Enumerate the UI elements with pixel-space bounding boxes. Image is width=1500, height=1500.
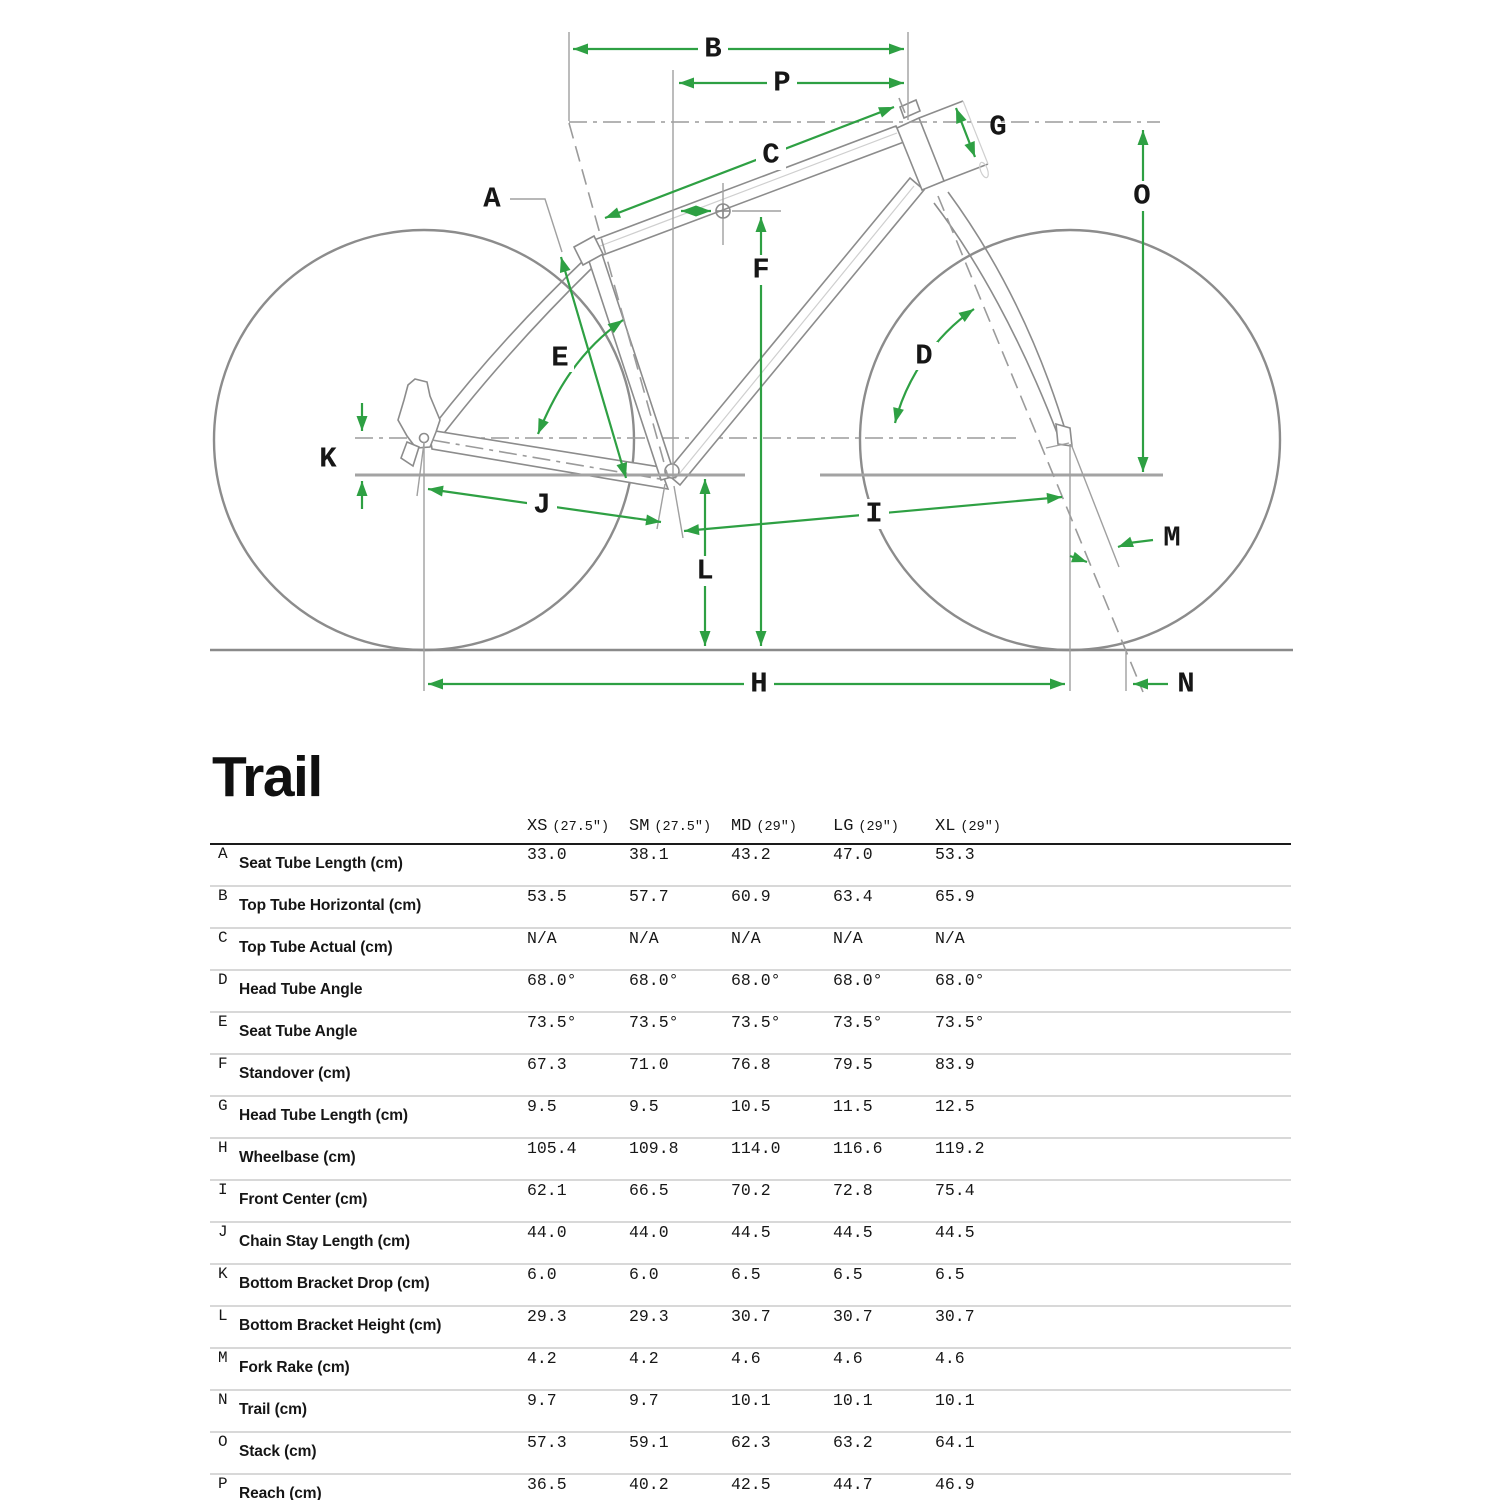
row-letter: E <box>218 1013 228 1031</box>
row-letter: A <box>218 845 228 863</box>
row-value: 116.6 <box>833 1139 883 1158</box>
label-a-leader <box>510 199 562 252</box>
row-label: Front Center (cm) <box>239 1191 368 1208</box>
table-row <box>210 1389 1291 1431</box>
row-letter: L <box>218 1307 228 1325</box>
row-value: 62.3 <box>731 1433 771 1452</box>
row-value: 9.7 <box>629 1391 659 1410</box>
row-value: 12.5 <box>935 1097 975 1116</box>
dim-label-i: I <box>865 497 883 531</box>
row-value: 65.9 <box>935 887 975 906</box>
row-label: Head Tube Angle <box>239 981 363 998</box>
table-row <box>210 1053 1291 1095</box>
dim-label-j: J <box>533 488 551 522</box>
row-value: N/A <box>629 929 659 948</box>
dim-label-m: M <box>1163 521 1181 555</box>
row-value: 10.1 <box>833 1391 873 1410</box>
dim-label-p: P <box>773 66 791 100</box>
row-value: 68.0° <box>731 971 781 990</box>
row-letter: O <box>218 1433 228 1451</box>
row-value: 66.5 <box>629 1181 669 1200</box>
row-label: Reach (cm) <box>239 1485 322 1500</box>
row-value: 44.0 <box>629 1223 669 1242</box>
row-label: Top Tube Actual (cm) <box>239 939 393 956</box>
row-value: 4.2 <box>629 1349 659 1368</box>
dim-label-k: K <box>319 442 337 476</box>
row-value: 33.0 <box>527 845 567 864</box>
row-value: 44.5 <box>935 1223 975 1242</box>
row-value: 57.7 <box>629 887 669 906</box>
row-value: 68.0° <box>527 971 577 990</box>
dim-label-b: B <box>704 32 722 66</box>
dim-label-c: C <box>762 138 780 172</box>
row-label: Top Tube Horizontal (cm) <box>239 897 422 914</box>
dim-label-f: F <box>752 253 770 287</box>
dim-label-d: D <box>915 339 933 373</box>
row-value: 71.0 <box>629 1055 669 1074</box>
row-letter: K <box>218 1265 228 1283</box>
table-row <box>210 1263 1291 1305</box>
table-row <box>210 927 1291 969</box>
row-value: 73.5° <box>527 1013 577 1032</box>
row-value: 11.5 <box>833 1097 873 1116</box>
column-header-xs: XS (27.5") <box>527 817 610 836</box>
table-row <box>210 1431 1291 1473</box>
dim-label-o: O <box>1133 179 1151 213</box>
table-row <box>210 843 1291 885</box>
row-value: 38.1 <box>629 845 669 864</box>
table-row <box>210 1221 1291 1263</box>
row-label: Chain Stay Length (cm) <box>239 1233 410 1250</box>
row-letter: M <box>218 1349 228 1367</box>
column-header-md: MD (29") <box>731 817 797 836</box>
row-value: 119.2 <box>935 1139 985 1158</box>
row-value: 6.5 <box>833 1265 863 1284</box>
row-value: 64.1 <box>935 1433 975 1452</box>
dim-label-e: E <box>551 341 569 375</box>
row-value: 68.0° <box>629 971 679 990</box>
table-header <box>210 808 1291 843</box>
row-value: 57.3 <box>527 1433 567 1452</box>
row-value: 6.0 <box>629 1265 659 1284</box>
row-value: 44.5 <box>731 1223 771 1242</box>
row-value: 29.3 <box>527 1307 567 1326</box>
row-value: 73.5° <box>833 1013 883 1032</box>
row-label: Stack (cm) <box>239 1443 317 1460</box>
column-header-lg: LG (29") <box>833 817 899 836</box>
row-value: 62.1 <box>527 1181 567 1200</box>
row-value: 114.0 <box>731 1139 781 1158</box>
row-value: 60.9 <box>731 887 771 906</box>
row-value: 4.6 <box>833 1349 863 1368</box>
row-value: 76.8 <box>731 1055 771 1074</box>
row-letter: D <box>218 971 228 989</box>
row-value: 10.1 <box>731 1391 771 1410</box>
row-value: 83.9 <box>935 1055 975 1074</box>
row-value: N/A <box>731 929 761 948</box>
row-value: 70.2 <box>731 1181 771 1200</box>
row-value: 67.3 <box>527 1055 567 1074</box>
row-value: 9.5 <box>629 1097 659 1116</box>
column-header-xl: XL (29") <box>935 817 1001 836</box>
row-letter: C <box>218 929 228 947</box>
row-letter: G <box>218 1097 228 1115</box>
row-value: 79.5 <box>833 1055 873 1074</box>
table-row <box>210 885 1291 927</box>
row-label: Standover (cm) <box>239 1065 351 1082</box>
row-value: 59.1 <box>629 1433 669 1452</box>
geometry-diagram <box>0 0 1500 735</box>
row-value: 43.2 <box>731 845 771 864</box>
row-letter: I <box>218 1181 228 1199</box>
row-letter: N <box>218 1391 228 1409</box>
dim-label-a: A <box>483 182 501 216</box>
row-letter: F <box>218 1055 228 1073</box>
row-letter: J <box>218 1223 228 1241</box>
dim-m-arrow <box>1118 540 1153 547</box>
row-value: 53.3 <box>935 845 975 864</box>
row-value: 44.7 <box>833 1475 873 1494</box>
row-value: 44.5 <box>833 1223 873 1242</box>
row-label: Bottom Bracket Height (cm) <box>239 1317 442 1334</box>
dim-label-l: L <box>696 554 714 588</box>
row-value: 10.5 <box>731 1097 771 1116</box>
table-row <box>210 1137 1291 1179</box>
dim-label-n: N <box>1177 667 1195 701</box>
row-value: 109.8 <box>629 1139 679 1158</box>
dim-label-g: G <box>989 110 1007 144</box>
row-value: 29.3 <box>629 1307 669 1326</box>
row-value: 4.2 <box>527 1349 557 1368</box>
row-letter: B <box>218 887 228 905</box>
row-value: 72.8 <box>833 1181 873 1200</box>
row-value: 105.4 <box>527 1139 577 1158</box>
row-value: 40.2 <box>629 1475 669 1494</box>
row-label: Seat Tube Length (cm) <box>239 855 403 872</box>
row-value: 63.2 <box>833 1433 873 1452</box>
row-value: 53.5 <box>527 887 567 906</box>
dim-e-arc <box>538 320 623 434</box>
row-value: 68.0° <box>935 971 985 990</box>
row-label: Fork Rake (cm) <box>239 1359 350 1376</box>
row-value: 73.5° <box>629 1013 679 1032</box>
row-letter: P <box>218 1475 228 1493</box>
row-label: Bottom Bracket Drop (cm) <box>239 1275 430 1292</box>
row-value: 9.7 <box>527 1391 557 1410</box>
row-value: 10.1 <box>935 1391 975 1410</box>
table-row <box>210 969 1291 1011</box>
table-body <box>210 843 1291 1500</box>
row-value: 63.4 <box>833 887 873 906</box>
row-value: 6.5 <box>731 1265 761 1284</box>
table-row <box>210 1095 1291 1137</box>
row-label: Head Tube Length (cm) <box>239 1107 408 1124</box>
row-value: 73.5° <box>935 1013 985 1032</box>
row-value: 6.5 <box>935 1265 965 1284</box>
row-value: 4.6 <box>731 1349 761 1368</box>
row-value: 30.7 <box>731 1307 771 1326</box>
row-value: N/A <box>527 929 557 948</box>
column-header-sm: SM (27.5") <box>629 817 712 836</box>
row-value: 68.0° <box>833 971 883 990</box>
row-value: 47.0 <box>833 845 873 864</box>
row-value: 36.5 <box>527 1475 567 1494</box>
row-value: 46.9 <box>935 1475 975 1494</box>
row-value: 6.0 <box>527 1265 557 1284</box>
table-row <box>210 1473 1291 1500</box>
bike-frame <box>398 100 1072 489</box>
table-row <box>210 1011 1291 1053</box>
dim-label-h: H <box>750 667 768 701</box>
row-label: Trail (cm) <box>239 1401 307 1418</box>
row-value: 9.5 <box>527 1097 557 1116</box>
row-value: 44.0 <box>527 1223 567 1242</box>
page-title: Trail <box>212 745 322 809</box>
table-row <box>210 1347 1291 1389</box>
row-value: 30.7 <box>833 1307 873 1326</box>
seat-tube-axis <box>569 123 668 477</box>
row-label: Wheelbase (cm) <box>239 1149 356 1166</box>
table-row <box>210 1179 1291 1221</box>
row-value: N/A <box>935 929 965 948</box>
row-letter: H <box>218 1139 228 1157</box>
row-label: Seat Tube Angle <box>239 1023 358 1040</box>
head-tube <box>897 118 944 190</box>
row-value: 4.6 <box>935 1349 965 1368</box>
row-value: N/A <box>833 929 863 948</box>
dim-g <box>956 108 975 157</box>
row-value: 30.7 <box>935 1307 975 1326</box>
row-value: 42.5 <box>731 1475 771 1494</box>
table-row <box>210 1305 1291 1347</box>
fork-offset-line <box>1071 444 1119 567</box>
geometry-table <box>210 808 1291 1500</box>
row-value: 75.4 <box>935 1181 975 1200</box>
row-value: 73.5° <box>731 1013 781 1032</box>
